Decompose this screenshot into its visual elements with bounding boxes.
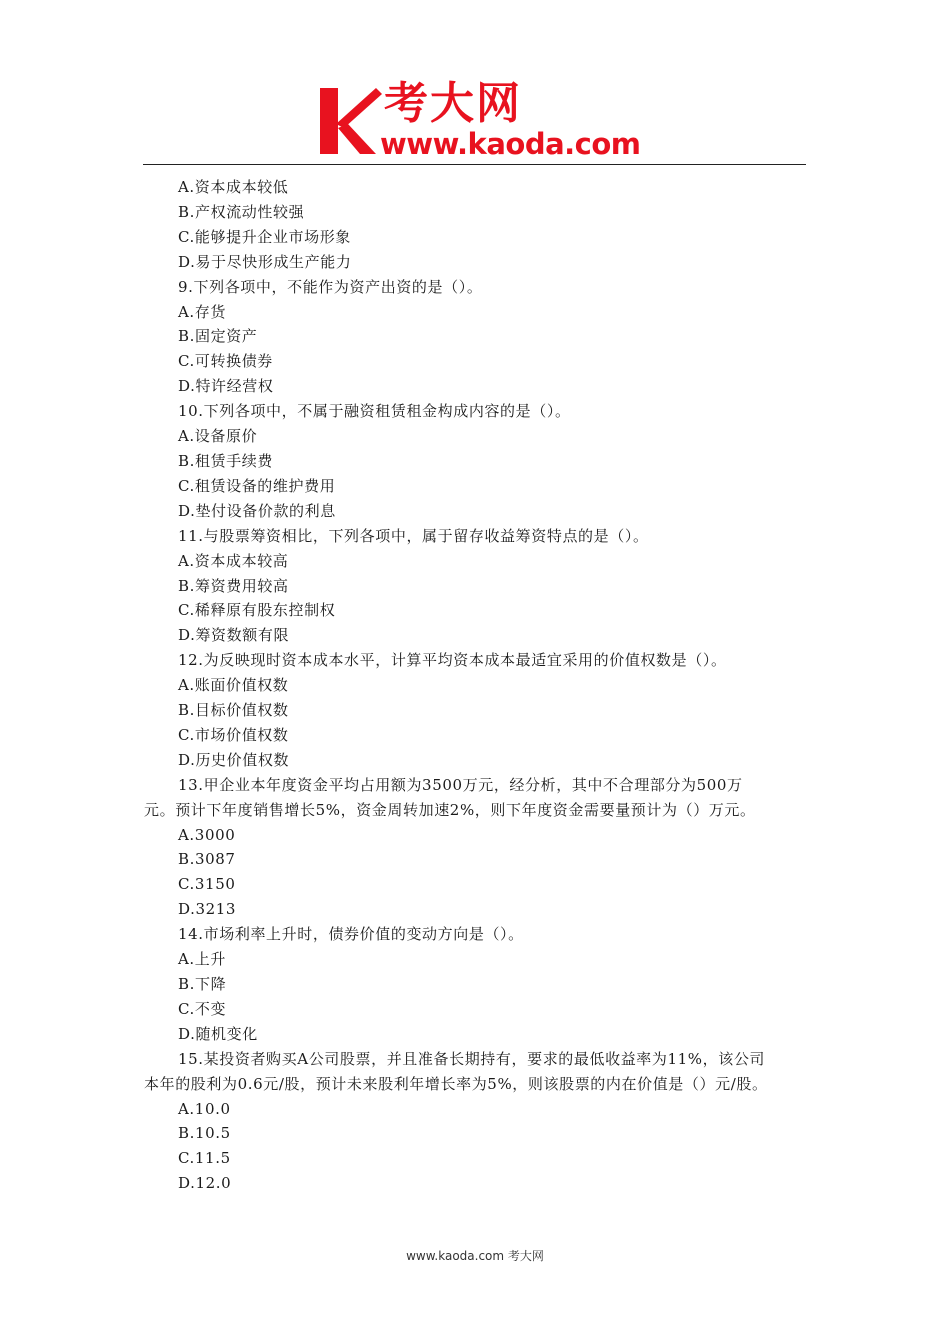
text-line: A.上升 <box>178 950 227 969</box>
k-logo-icon <box>318 84 382 158</box>
text-line: D.特许经营权 <box>178 377 274 396</box>
text-line: C.不变 <box>178 999 227 1018</box>
text-line: D.随机变化 <box>178 1024 258 1043</box>
text-line: B.3087 <box>178 850 236 869</box>
text-line: B.产权流动性较强 <box>178 202 305 221</box>
logo-chinese-name: 考大网 <box>384 78 522 129</box>
text-line: A.设备原价 <box>178 427 258 446</box>
text-line: A.资本成本较低 <box>178 178 289 196</box>
document-body <box>144 175 824 1196</box>
text-line: B.固定资产 <box>178 327 258 346</box>
text-line: A.资本成本较高 <box>178 551 289 570</box>
site-logo[interactable] <box>318 80 648 162</box>
text-line: C.稀释原有股东控制权 <box>178 601 336 620</box>
text-line: A.账面价值权数 <box>178 676 289 695</box>
header-divider <box>143 164 806 165</box>
text-line: B.筹资费用较高 <box>178 576 289 595</box>
text-line: 9.下列各项中，不能作为资产出资的是（）。 <box>178 277 483 296</box>
text-line: D.历史价值权数 <box>178 750 290 769</box>
logo-url: www.kaoda.com <box>380 127 641 161</box>
text-line: 13.甲企业本年度资金平均占用额为3500万元，经分析，其中不合理部分为500万 <box>178 775 743 794</box>
text-line: D.垫付设备价款的利息 <box>178 501 336 520</box>
text-line: 10.下列各项中，不属于融资租赁租金构成内容的是（）。 <box>178 402 571 421</box>
text-line: C.租赁设备的维护费用 <box>178 476 336 495</box>
text-line: C.可转换债券 <box>178 352 273 371</box>
text-line: D.筹资数额有限 <box>178 626 290 645</box>
text-line: 15.某投资者购买A公司股票，并且准备长期持有，要求的最低收益率为11%，该公司 <box>178 1049 766 1068</box>
text-line: A.3000 <box>178 825 236 844</box>
text-line: B.目标价值权数 <box>178 701 289 720</box>
text-line: 元。预计下年度销售增长5%，资金周转加速2%，则下年度资金需要量预计为（）万元。 <box>144 800 756 819</box>
text-line: D.12.0 <box>178 1174 232 1193</box>
text-line: C.3150 <box>178 875 236 894</box>
text-line: D.易于尽快形成生产能力 <box>178 252 352 271</box>
text-line: B.租赁手续费 <box>178 451 273 470</box>
text-line: B.10.5 <box>178 1124 231 1143</box>
page-footer: www.kaoda.com 考大网 <box>406 1249 544 1263</box>
text-line: B.下降 <box>178 975 227 993</box>
text-line: C.市场价值权数 <box>178 725 289 744</box>
text-line: A.10.0 <box>178 1099 231 1118</box>
text-line: 12.为反映现时资本成本水平，计算平均资本成本最适宜采用的价值权数是（）。 <box>178 651 727 670</box>
text-line: 本年的股利为0.6元/股，预计未来股利年增长率为5%，则该股票的内在价值是（）元/股。 <box>144 1074 768 1093</box>
text-line: C.11.5 <box>178 1149 231 1168</box>
text-line: 11.与股票筹资相比，下列各项中，属于留存收益筹资特点的是（）。 <box>178 526 649 545</box>
text-line: D.3213 <box>178 900 237 919</box>
text-line: A.存货 <box>178 302 227 321</box>
text-line: C.能够提升企业市场形象 <box>178 227 351 246</box>
text-line: 14.市场利率上升时，债券价值的变动方向是（）。 <box>178 925 524 944</box>
